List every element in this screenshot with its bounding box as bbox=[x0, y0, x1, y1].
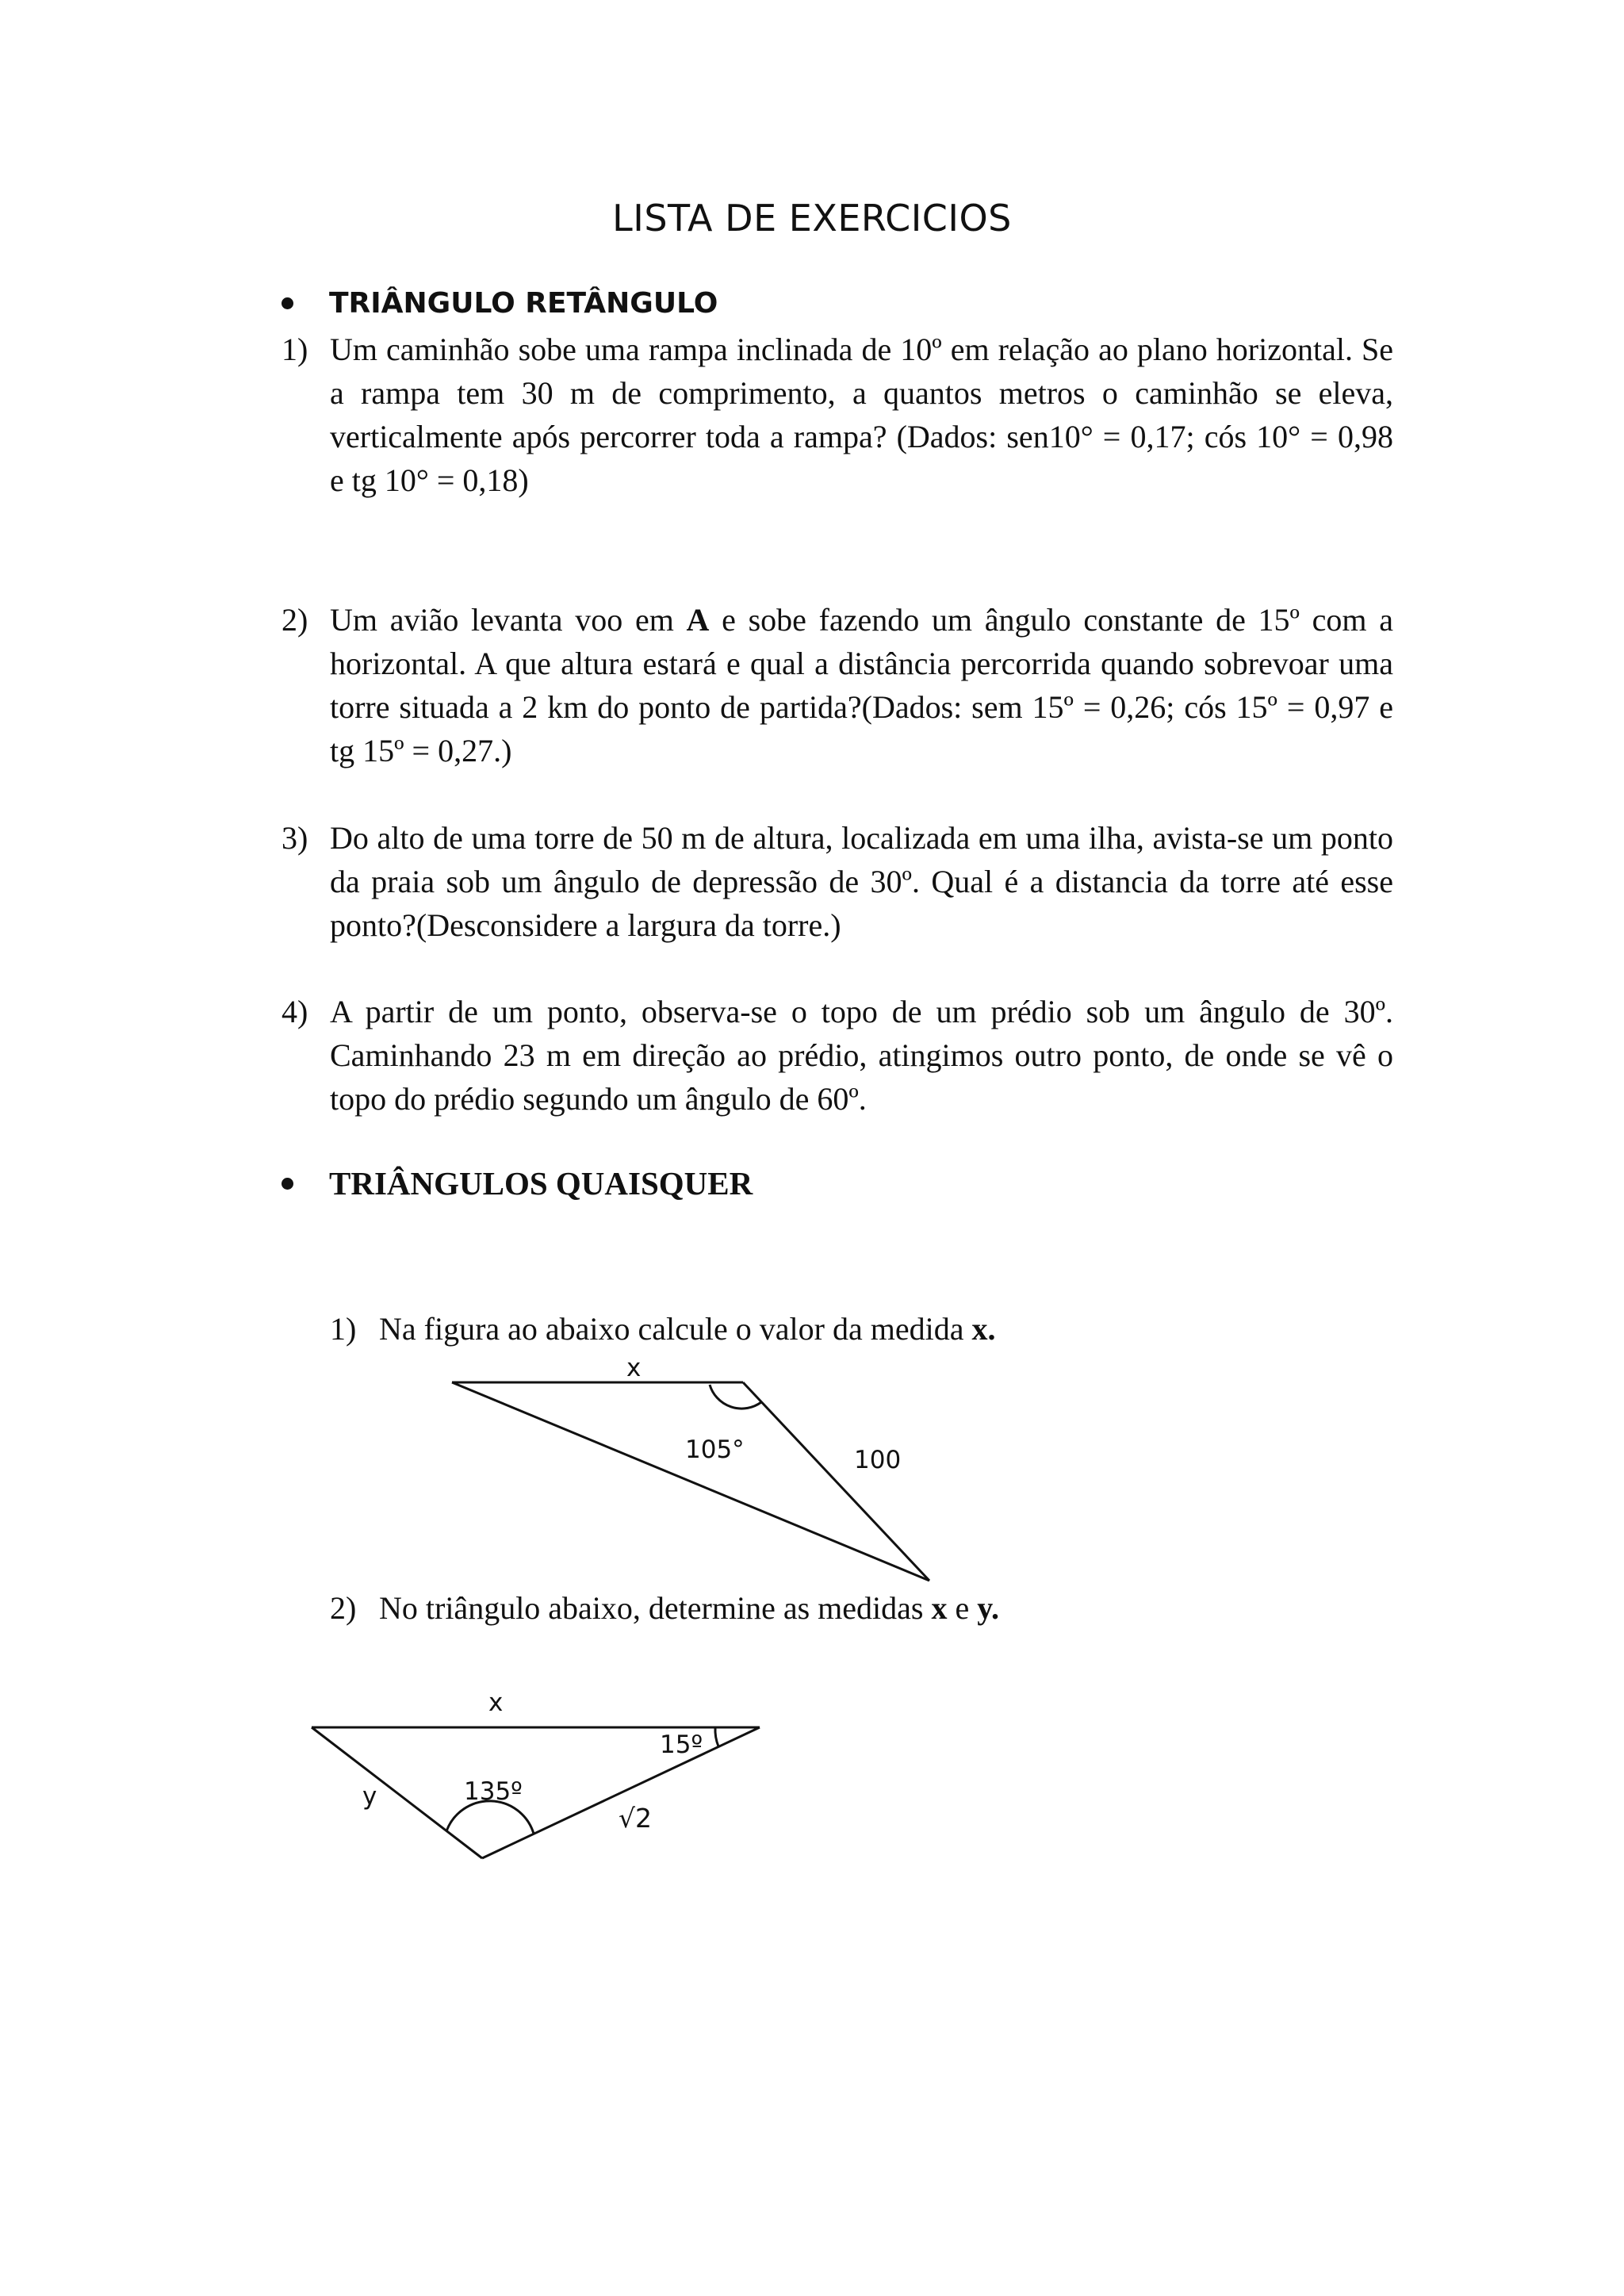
text-run: Um avião levanta voo em bbox=[330, 602, 687, 638]
text-run: Do alto de uma torre de 50 m de altura, localizada em uma ilha, avista-se um ponto da praia sob um ângulo de depressão de 30º. Qual é a distancia da torre até esse ponto?(Desconsidere a largura da torre.) bbox=[330, 820, 1393, 943]
page-title: LISTA DE EXERCICIOS bbox=[612, 197, 1012, 240]
problem-number: 2) bbox=[330, 1590, 357, 1626]
text-run: Um caminhão sobe uma rampa inclinada de 10º em relação ao plano horizontal. Se a rampa tem 30 m de comprimento, a quantos metros o caminhão se eleva, verticalmente após percorrer toda a rampa? (Dados: sen10° = 0,17; cós 10° = 0,98 e tg 10° = 0,18) bbox=[330, 332, 1393, 498]
text-run: No triângulo abaixo, determine as medidas bbox=[379, 1590, 932, 1626]
text-run: A partir de um ponto, observa-se o topo de um prédio sob um ângulo de 30º. Caminhando 23 m em direção ao prédio, atingimos outro ponto, de onde se vê o topo do prédio segundo um ângulo de 60º. bbox=[330, 994, 1393, 1117]
figure-label-x: x bbox=[626, 1354, 642, 1382]
section-heading: TRIÂNGULOS QUAISQUER bbox=[329, 1165, 753, 1202]
problem-number: 1) bbox=[330, 1311, 357, 1347]
text-run: e bbox=[947, 1590, 978, 1626]
figure-label-y: y bbox=[362, 1782, 377, 1811]
figure-label-angle-bottom: 135º bbox=[464, 1777, 523, 1806]
angle-arc-right bbox=[715, 1727, 718, 1746]
emphasis-text: x bbox=[931, 1590, 948, 1626]
figure-label-angle: 105° bbox=[685, 1435, 745, 1464]
emphasis-text: A bbox=[686, 602, 710, 638]
problem-number: 4) bbox=[282, 994, 308, 1029]
text-run: e sobe fazendo um ângulo constante de 15º com a horizontal. A que altura estará e qual a distância percorrida quando sobrevoar uma torre situada a 2 km do ponto de partida?(Dados: sem 15º = 0,26; cós 15º = 0,97 e tg 15º = 0,27.) bbox=[330, 602, 1393, 769]
problem-number: 1) bbox=[282, 332, 308, 367]
problem-number: 3) bbox=[282, 820, 308, 856]
figure-label-side: 100 bbox=[854, 1446, 902, 1474]
triangle-side-left bbox=[312, 1727, 482, 1858]
figure-label-side: √2 bbox=[619, 1803, 653, 1834]
angle-arc-bottom bbox=[446, 1801, 534, 1834]
triangle-side-right bbox=[482, 1727, 760, 1858]
problem-number: 2) bbox=[282, 602, 308, 638]
emphasis-text: y. bbox=[977, 1590, 1000, 1626]
section-heading: TRIÂNGULO RETÂNGULO bbox=[329, 287, 718, 320]
figure-label-angle-right: 15º bbox=[660, 1731, 703, 1759]
emphasis-text: x. bbox=[971, 1311, 996, 1347]
text-run: Na figura ao abaixo calcule o valor da medida bbox=[379, 1311, 972, 1347]
figure-label-x: x bbox=[488, 1688, 504, 1717]
